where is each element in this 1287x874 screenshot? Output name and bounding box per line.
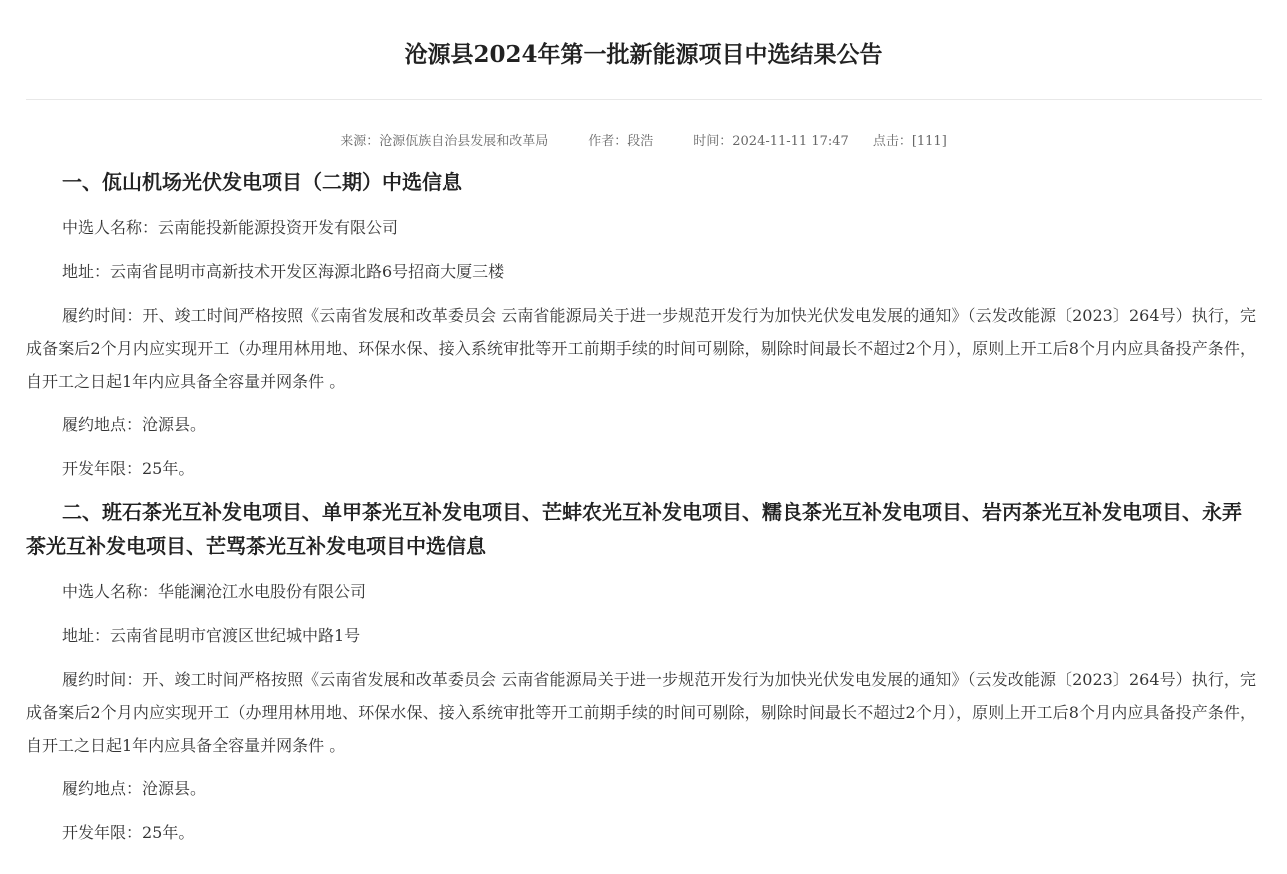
performance-location: 履约地点：沧源县。 — [62, 779, 207, 798]
development-term: 开发年限：25年。 — [62, 459, 195, 478]
article-body — [26, 165, 1256, 849]
development-term: 开发年限：25年。 — [62, 823, 195, 842]
winner-address: 地址：云南省昆明市官渡区世纪城中路1号 — [62, 626, 361, 645]
section-1 — [26, 165, 1256, 495]
winner-name: 中选人名称：华能澜沧江水电股份有限公司 — [62, 582, 367, 601]
section-2 — [26, 495, 1256, 849]
winner-address: 地址：云南省昆明市高新技术开发区海源北路6号招商大厦三楼 — [62, 262, 505, 281]
title-divider — [26, 99, 1262, 100]
meta-source: 来源：沧源佤族自治县发展和改革局 — [340, 134, 549, 149]
performance-schedule: 履约时间：开、竣工时间严格按照《云南省发展和改革委员会 云南省能源局关于进一步规范开发行为加快光伏发电发展的通知》（云发改能源〔2023〕264号）执行，完成备案后2个月内应实现开工（办理用林用地、环保水保、接入系统审批等开工前期手续的时间可剔除，剔除时间最长不超过2个月），原则上开工后8个月内应具备投产条件，自开工之日起1年内应具备全容量并网条件 。 — [26, 306, 1256, 391]
page-title: 沧源县2024年第一批新能源项目中选结果公告 — [404, 41, 883, 68]
section-heading: 一、佤山机场光伏发电项目（二期）中选信息 — [62, 170, 462, 194]
winner-name: 中选人名称：云南能投新能源投资开发有限公司 — [62, 218, 399, 237]
meta-time: 时间：2024-11-11 17:47 — [693, 134, 849, 149]
performance-location: 履约地点：沧源县。 — [62, 415, 207, 434]
meta-clicks: 点击：[111] — [872, 134, 947, 149]
article-meta — [0, 132, 1287, 152]
section-heading: 二、班石茶光互补发电项目、单甲茶光互补发电项目、芒蚌农光互补发电项目、糯良茶光互补发电项目、岩丙茶光互补发电项目、永弄茶光互补发电项目、芒骂茶光互补发电项目中选信息 — [26, 500, 1242, 558]
performance-schedule: 履约时间：开、竣工时间严格按照《云南省发展和改革委员会 云南省能源局关于进一步规范开发行为加快光伏发电发展的通知》（云发改能源〔2023〕264号）执行，完成备案后2个月内应实现开工（办理用林用地、环保水保、接入系统审批等开工前期手续的时间可剔除，剔除时间最长不超过2个月），原则上开工后8个月内应具备投产条件，自开工之日起1年内应具备全容量并网条件 。 — [26, 670, 1256, 755]
meta-author: 作者：段浩 — [588, 134, 654, 149]
